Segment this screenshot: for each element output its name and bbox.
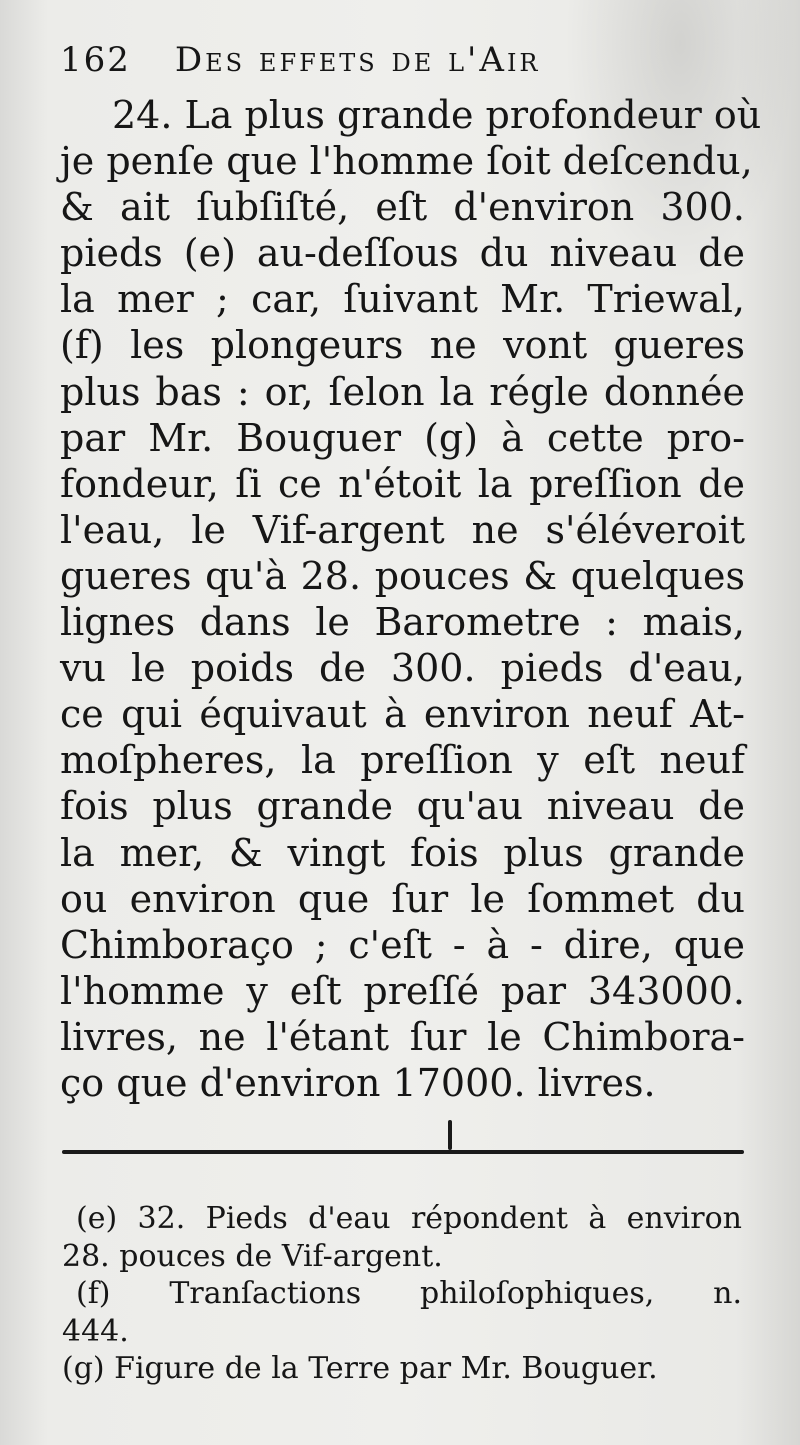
footnote-line: 444. <box>62 1313 129 1349</box>
footnote-line: (f) Tranſactions philoſophiques, n. <box>76 1276 742 1311</box>
text-line: l'homme y eſt preſſé par 343000. <box>60 968 745 1013</box>
running-title: Des effets de l'Air <box>174 40 541 80</box>
text-line: livres, ne l'étant ſur le Chimbora- <box>60 1014 745 1059</box>
text-line: moſpheres, la preſſion y eſt neuf <box>60 738 745 783</box>
text-line: ou environ que ſur le ſommet du <box>60 876 745 921</box>
text-line: pieds (e) au-deſſous du niveau de <box>60 231 745 276</box>
text-line: l'eau, le Vif-argent ne s'éléveroit <box>60 507 745 552</box>
text-line: ce qui équivaut à environ neuf At- <box>60 692 745 737</box>
text-line: gueres qu'à 28. pouces & quelques <box>60 553 745 598</box>
footnote-line: (e) 32. Pieds d'eau répondent à environ <box>76 1201 742 1236</box>
text-line: Chimboraço ; c'eſt - à - dire, que <box>60 922 745 967</box>
text-line: fondeur, ſi ce n'étoit la preſſion de <box>60 461 745 506</box>
footnote-divider <box>62 1150 744 1154</box>
text-line: la mer, & vingt fois plus grande <box>60 830 745 875</box>
text-line: fois plus grande qu'au niveau de <box>60 784 745 829</box>
text-line: je penſe que l'homme ſoit deſcendu, <box>60 139 753 184</box>
footnote-line: (g) Figure de la Terre par Mr. Bouguer. <box>62 1351 658 1386</box>
page-header <box>60 40 740 90</box>
text-line: (f) les plongeurs ne vont gueres <box>60 323 745 368</box>
rule-tick <box>448 1120 452 1150</box>
text-line: 24. La plus grande profondeur où <box>112 93 762 137</box>
text-line: ço que d'environ 17000. livres. <box>60 1060 656 1105</box>
footnote-line: 28. pouces de Vif-argent. <box>62 1238 443 1274</box>
text-line: par Mr. Bouguer (g) à cette pro- <box>60 415 745 460</box>
page-number: 162 <box>60 40 131 80</box>
text-line: & ait ſubſiſté, eſt d'environ 300. <box>60 185 745 230</box>
text-line: vu le poids de 300. pieds d'eau, <box>60 646 745 691</box>
text-line: la mer ; car, ſuivant Mr. Triewal, <box>60 277 745 322</box>
text-line: lignes dans le Barometre : mais, <box>60 600 745 645</box>
main-paragraph <box>60 92 762 1106</box>
footnotes <box>62 1200 742 1388</box>
text-line: plus bas : or, ſelon la régle donnée <box>60 369 745 414</box>
